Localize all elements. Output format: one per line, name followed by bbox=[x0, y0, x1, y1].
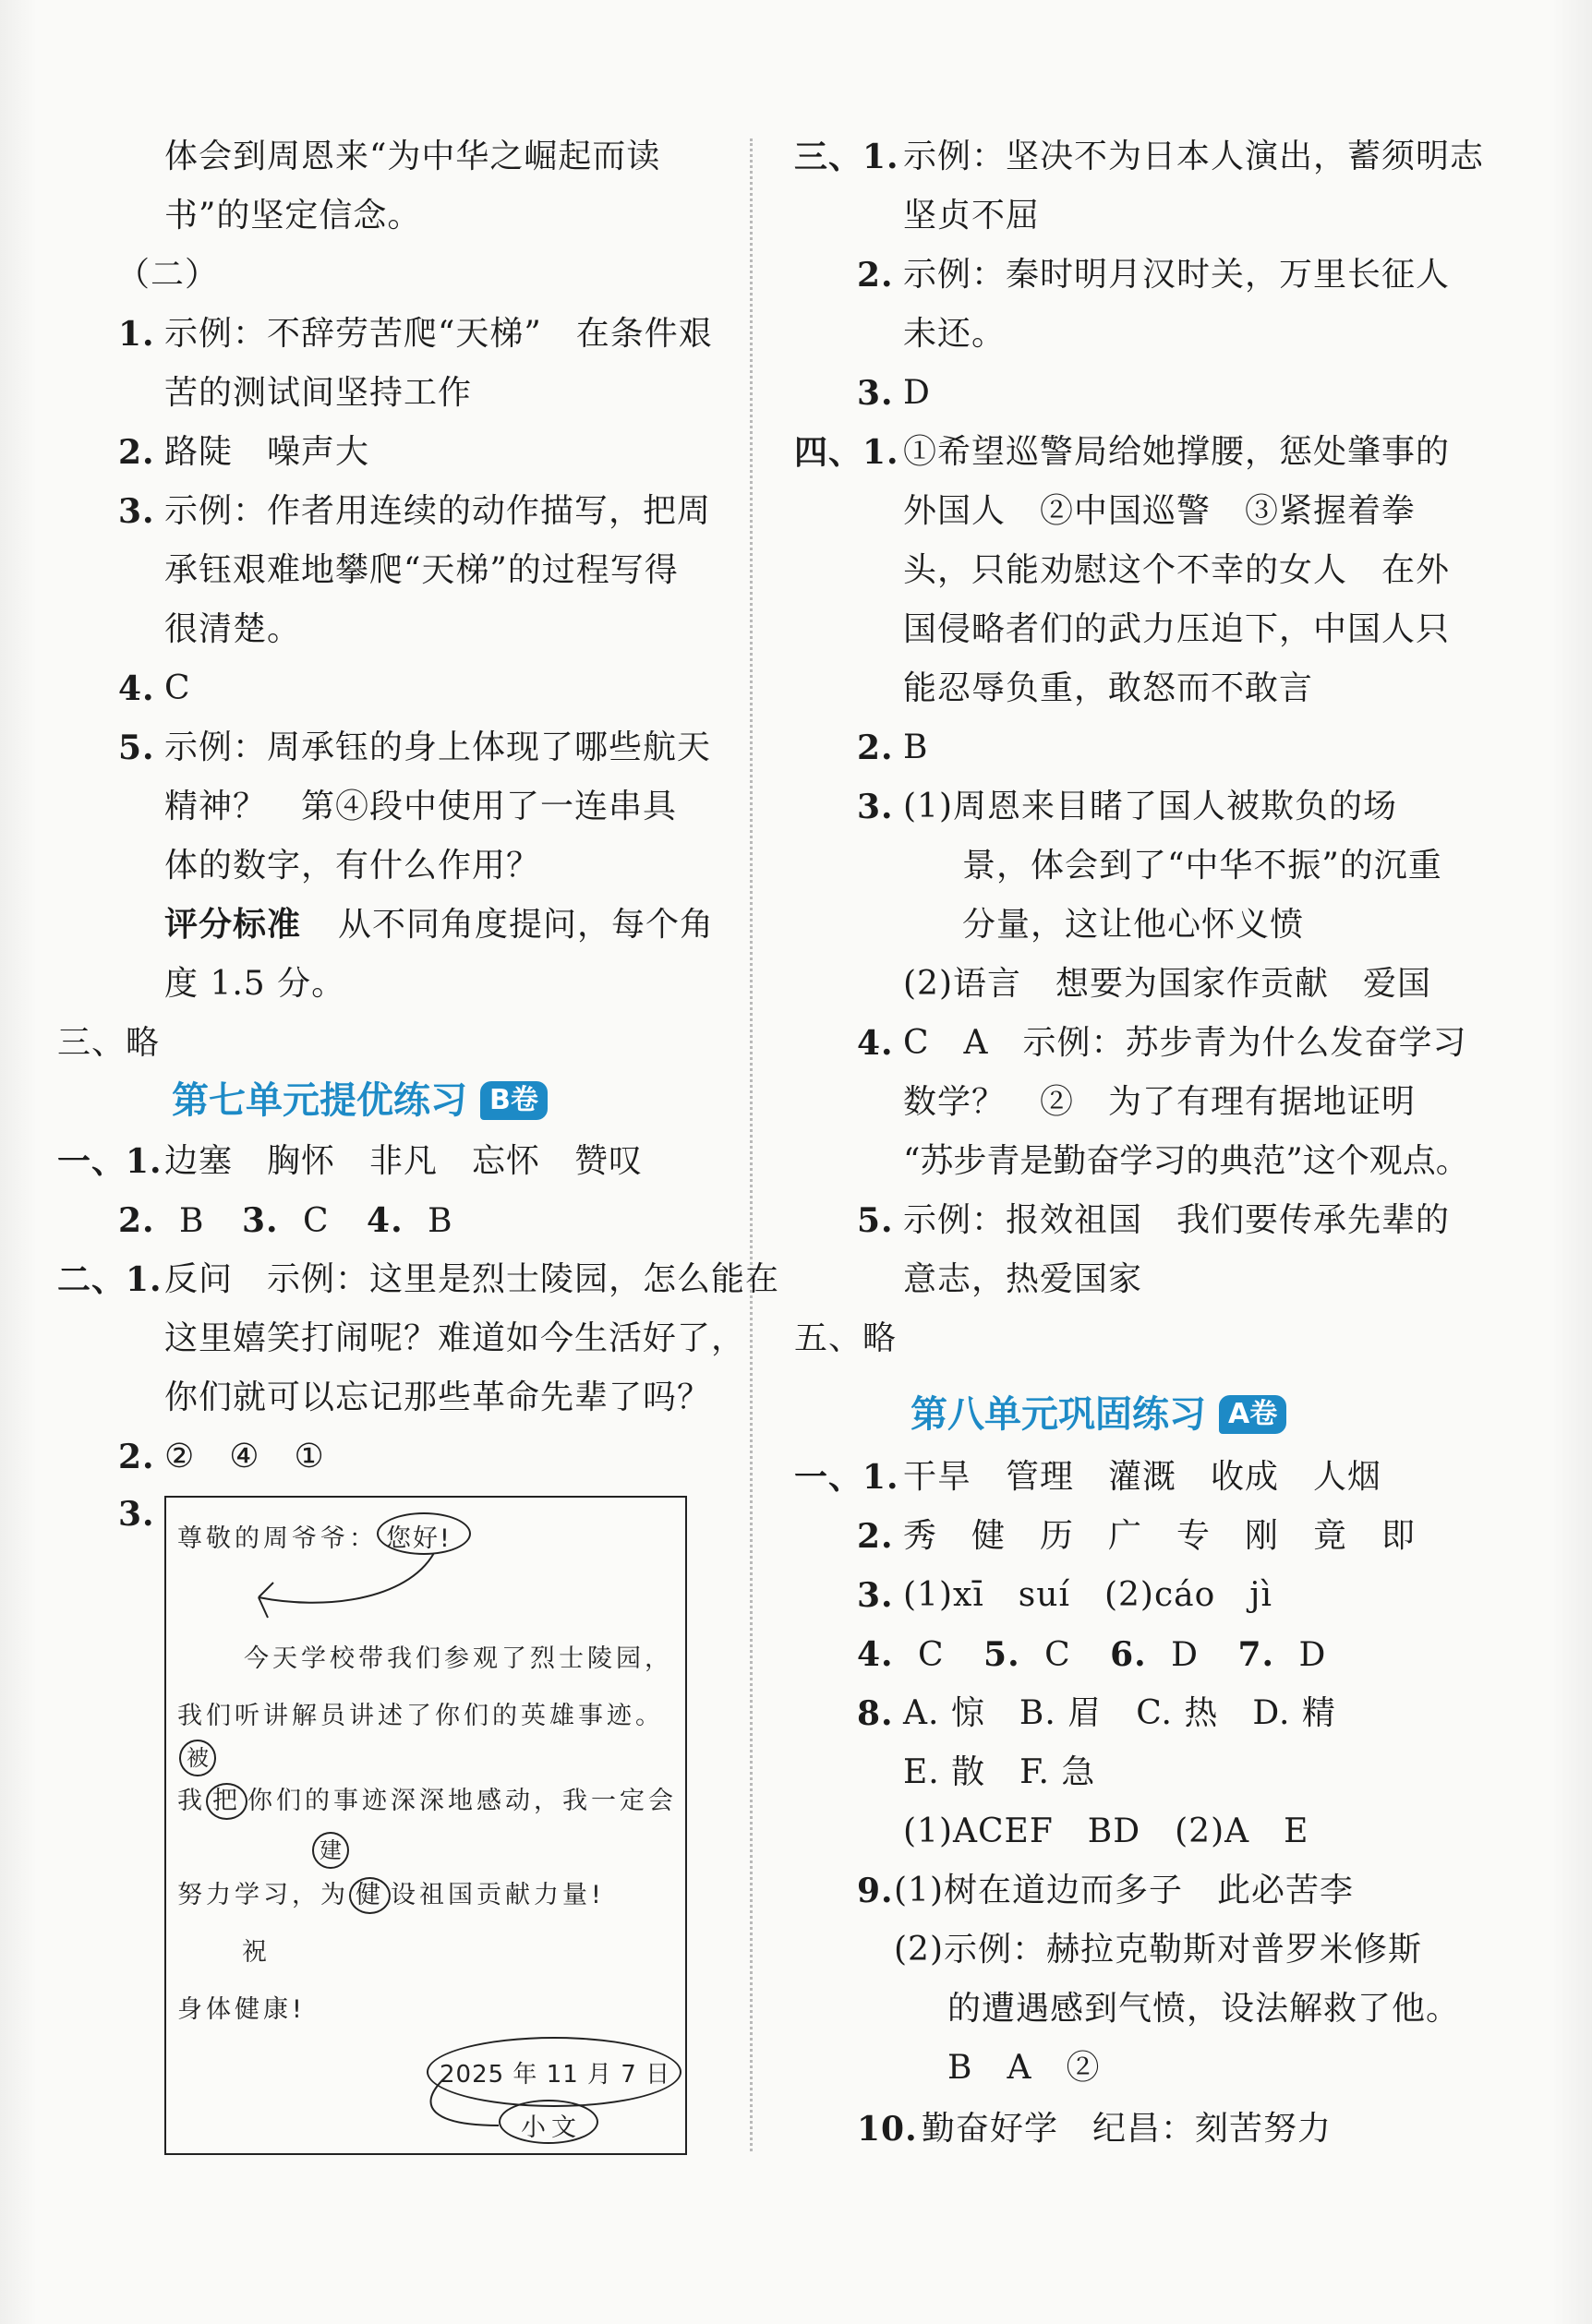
answer-text: 很清楚。 bbox=[164, 610, 302, 648]
answer-text: (2)语言 想要为国家作贡献 爱国 bbox=[903, 965, 1431, 1003]
question-number: 2. bbox=[118, 1438, 155, 1476]
unit-title: 第八单元巩固练习 bbox=[911, 1393, 1206, 1436]
answer-text: B bbox=[179, 1202, 205, 1240]
answer-text: A. 惊 B. 眉 C. 热 D. 精 bbox=[903, 1694, 1336, 1732]
section-label: 三、略 bbox=[57, 1024, 161, 1062]
answer-text: B A ② bbox=[947, 2049, 1101, 2087]
column-divider bbox=[750, 138, 753, 2151]
question-number: 3. bbox=[118, 1495, 155, 1534]
answer-text: 示例：坚决不为日本人演出，蓄须明志 bbox=[903, 138, 1485, 175]
answer-text: (1)ACEF BD (2)A E bbox=[903, 1812, 1309, 1850]
question-number: 3. bbox=[857, 788, 894, 826]
letter-line bbox=[177, 1780, 677, 1820]
letter-closing: 身体健康! bbox=[177, 1995, 306, 2024]
question-number: 4. bbox=[857, 1635, 894, 1674]
answer-text: 体会到周恩来“为中华之崛起而读 bbox=[164, 138, 661, 175]
answer-text: C bbox=[918, 1636, 945, 1674]
answer-row bbox=[857, 1632, 1326, 1678]
unit-badge: B卷 bbox=[480, 1081, 548, 1120]
inserted-character: 被 bbox=[179, 1740, 216, 1776]
answer-text: 承钰艰难地攀爬“天梯”的过程写得 bbox=[164, 551, 679, 589]
letter-correction-box bbox=[164, 1496, 687, 2155]
question-number: 3. bbox=[241, 1201, 279, 1240]
answer-text: B bbox=[428, 1202, 453, 1240]
question-number: 5. bbox=[857, 1201, 894, 1240]
answer-text: C bbox=[164, 669, 191, 707]
letter-text: 设祖国贡献力量! bbox=[391, 1881, 605, 1909]
question-number: 2. bbox=[857, 256, 894, 295]
answer-text: 示例：报效祖国 我们要传承先辈的 bbox=[903, 1201, 1451, 1239]
answer-text: 能忍辱负重，敢怒而不敢言 bbox=[903, 669, 1314, 707]
question-number: 4. bbox=[857, 1024, 894, 1063]
unit-heading bbox=[911, 1389, 1286, 1440]
answer-text: “苏步青是勤奋学习的典范”这个观点。 bbox=[903, 1142, 1469, 1180]
question-number: 6. bbox=[1110, 1635, 1147, 1674]
answer-text: (1)树在道边而多子 此必苦李 bbox=[894, 1872, 1354, 1909]
answer-text: 干旱 管理 灌溉 收成 人烟 bbox=[903, 1458, 1382, 1496]
answer-text: 示例：作者用连续的动作描写，把周 bbox=[164, 492, 712, 530]
answer-text: 度 1.5 分。 bbox=[164, 965, 346, 1003]
answer-text: 你们就可以忘记那些革命先辈了吗？ bbox=[164, 1379, 712, 1416]
answer-text: 景，体会到了“中华不振”的沉重 bbox=[962, 847, 1442, 885]
answer-text: C A 示例：苏步青为什么发奋学习 bbox=[903, 1024, 1467, 1062]
question-number: 一、1. bbox=[57, 1142, 163, 1181]
question-number: 四、1. bbox=[794, 433, 899, 472]
answer-text: 国侵略者们的武力压迫下，中国人只 bbox=[903, 610, 1451, 648]
question-number: 3. bbox=[118, 492, 155, 531]
answer-text: D bbox=[903, 374, 931, 412]
question-number: 2. bbox=[857, 1517, 894, 1556]
answer-text: 示例：周承钰的身上体现了哪些航天 bbox=[164, 729, 712, 766]
answer-row bbox=[118, 1198, 453, 1244]
question-number: 2. bbox=[857, 729, 894, 767]
answer-text: D bbox=[1171, 1636, 1200, 1674]
answer-text: 意志，热爱国家 bbox=[903, 1260, 1143, 1298]
letter-date: 2025 年 11 月 7 日 bbox=[440, 2061, 671, 2089]
question-number: 8. bbox=[857, 1694, 894, 1733]
letter-line: 今天学校带我们参观了烈士陵园， bbox=[244, 1644, 673, 1673]
question-number: 1. bbox=[118, 315, 155, 354]
question-number: 3. bbox=[857, 374, 894, 413]
section-label: （二） bbox=[116, 256, 220, 294]
answer-text: D bbox=[1298, 1636, 1327, 1674]
answer-text: 头，只能劝慰这个不幸的女人 在外 bbox=[903, 551, 1451, 589]
question-number: 一、1. bbox=[794, 1458, 899, 1497]
answer-text: (1)xī suí (2)cáo jì bbox=[903, 1576, 1272, 1614]
answer-text: 反问 示例：这里是烈士陵园，怎么能在 bbox=[164, 1260, 780, 1298]
answer-text: 体的数字，有什么作用？ bbox=[164, 847, 541, 885]
letter-text: 努力学习，为 bbox=[177, 1881, 349, 1909]
answer-text: 未还。 bbox=[903, 315, 1007, 353]
answer-text: 外国人 ②中国巡警 ③紧握着拳 bbox=[903, 492, 1417, 530]
insertion-arrow-icon bbox=[222, 1546, 443, 1629]
unit-title: 第七单元提优练习 bbox=[172, 1079, 467, 1122]
answer-text: (2)示例：赫拉克勒斯对普罗米修斯 bbox=[894, 1931, 1422, 1969]
answer-text: 路陡 噪声大 bbox=[164, 433, 370, 471]
crossed-character: 把 bbox=[206, 1783, 247, 1820]
answer-text: 坚贞不屈 bbox=[903, 197, 1041, 235]
question-number: 二、1. bbox=[57, 1260, 163, 1299]
answer-text: 边塞 胸怀 非凡 忘怀 赞叹 bbox=[164, 1142, 644, 1180]
question-number: 3. bbox=[857, 1576, 894, 1615]
section-label: 五、略 bbox=[794, 1319, 898, 1357]
letter-text: 你们的事迹深深地感动，我一定会 bbox=[247, 1787, 677, 1815]
question-number: 4. bbox=[367, 1201, 404, 1240]
question-number: 2. bbox=[118, 1201, 155, 1240]
letter-line bbox=[177, 1874, 605, 1914]
question-number: 7. bbox=[1237, 1635, 1275, 1674]
unit-heading bbox=[172, 1075, 548, 1126]
answer-text: E. 散 F. 急 bbox=[903, 1753, 1096, 1791]
answer-text: 秀 健 历 广 专 刚 竟 即 bbox=[903, 1517, 1417, 1555]
answer-text: 从不同角度提问，每个角 bbox=[338, 906, 715, 944]
answer-text: 示例：秦时明月汉时关，万里长征人 bbox=[903, 256, 1451, 294]
letter-text: 我 bbox=[177, 1787, 206, 1815]
answer-text: 勤奋好学 纪昌：刻苦努力 bbox=[922, 2110, 1333, 2148]
question-number: 10. bbox=[857, 2110, 918, 2149]
crossed-character: 健 bbox=[349, 1877, 391, 1914]
answer-text: ② ④ ① bbox=[164, 1438, 325, 1475]
unit-badge: A卷 bbox=[1219, 1395, 1286, 1434]
answer-text: 的遭遇感到气愤，设法解救了他。 bbox=[947, 1990, 1461, 2028]
answer-text: 书”的坚定信念。 bbox=[164, 197, 422, 235]
answer-text: 苦的测试间坚持工作 bbox=[164, 374, 473, 412]
answer-text: 分量，这让他心怀义愤 bbox=[962, 906, 1305, 944]
answer-text: B bbox=[903, 729, 929, 766]
question-number: 5. bbox=[118, 729, 155, 767]
question-number: 5. bbox=[983, 1635, 1020, 1674]
question-number: 9. bbox=[857, 1872, 894, 1910]
inserted-character: 建 bbox=[312, 1832, 349, 1869]
letter-greeting: 您好! bbox=[386, 1524, 452, 1553]
letter-line: 我们听讲解员讲述了你们的英雄事迹。 bbox=[177, 1702, 664, 1730]
answer-text: 数学？ ② 为了有理有据地证明 bbox=[903, 1083, 1417, 1121]
answer-text: (1)周恩来目睹了国人被欺负的场 bbox=[903, 788, 1397, 825]
answer-text: C bbox=[1044, 1636, 1071, 1674]
answer-text: 这里嬉笑打闹呢？难道如今生活好了， bbox=[164, 1319, 746, 1357]
answer-text: 精神？ 第④段中使用了一连串具 bbox=[164, 788, 678, 825]
answer-text: C bbox=[303, 1202, 330, 1240]
question-number: 4. bbox=[118, 669, 155, 708]
question-number: 三、1. bbox=[794, 138, 899, 176]
letter-salutation: 尊敬的周爷爷： bbox=[177, 1524, 378, 1553]
question-number: 2. bbox=[118, 433, 155, 472]
answer-text: ①希望巡警局给她撑腰，惩处肇事的 bbox=[903, 433, 1451, 471]
letter-signer: 小文 bbox=[521, 2113, 582, 2142]
letter-wish: 祝 bbox=[242, 1938, 271, 1967]
score-label: 评分标准 bbox=[164, 906, 302, 944]
answer-text: 示例：不辞劳苦爬“天梯” 在条件艰 bbox=[164, 315, 713, 353]
